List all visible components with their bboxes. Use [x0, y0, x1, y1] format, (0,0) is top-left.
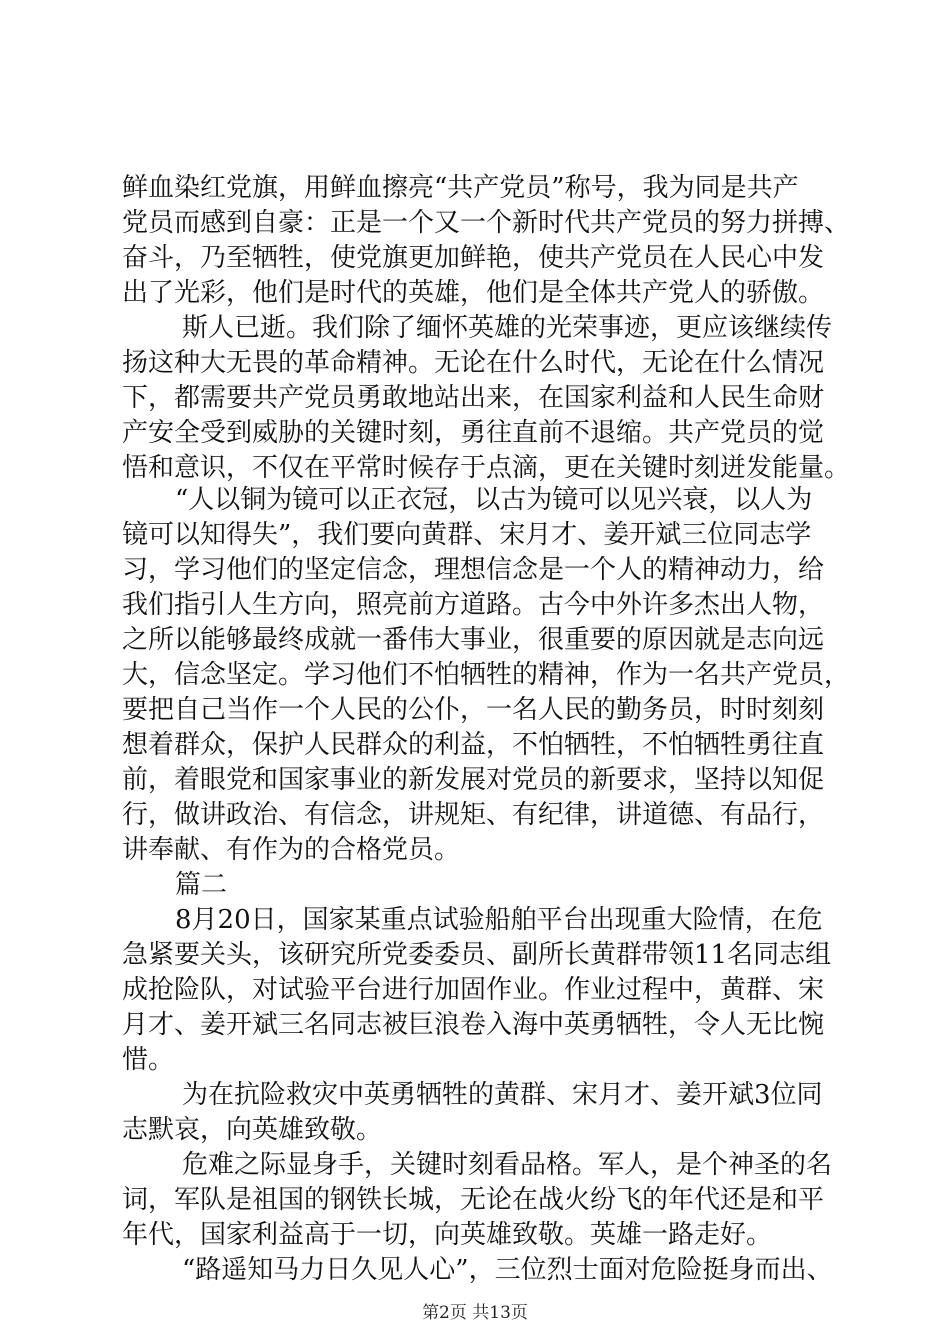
text-line [0, 797, 950, 833]
text-line [0, 552, 950, 588]
page-footer: 第2页 共13页 [422, 1303, 528, 1323]
line-text: 篇二 [175, 870, 228, 900]
line-text: 下，都需要共产党员勇敢地站出来，在国家利益和人民生命财 [122, 383, 825, 413]
line-text: 8月20日，国家某重点试验船舶平台出现重大险情，在危 [175, 905, 823, 935]
text-line [0, 1042, 950, 1078]
text-line [0, 937, 950, 973]
text-line [0, 170, 950, 206]
text-line [0, 657, 950, 693]
section-heading [0, 867, 950, 903]
text-line [0, 380, 950, 416]
text-line [0, 832, 950, 868]
text-line [0, 1007, 950, 1043]
line-text: 要把自己当作一个人民的公仆，一名人民的勤务员，时时刻刻 [122, 695, 825, 725]
line-text: 急紧要关头，该研究所党委委员、副所长黄群带领11名同志组 [122, 940, 832, 970]
line-text: 志默哀，向英雄致敬。 [122, 1115, 383, 1145]
line-text: 出了光彩，他们是时代的英雄，他们是全体共产党人的骄傲。 [122, 278, 825, 308]
line-text: 词，军队是祖国的钢铁长城，无论在战火纷飞的年代还是和平 [122, 1185, 825, 1215]
line-text: 斯人已逝。我们除了缅怀英雄的光荣事迹，更应该继续传 [182, 313, 833, 343]
line-text: “路遥知马力日久见人心”，三位烈士面对危险挺身而出、 [182, 1255, 833, 1285]
text-line [0, 622, 950, 658]
line-text: 危难之际显身手，关键时刻看品格。军人，是个神圣的名 [182, 1150, 833, 1180]
line-text: 奋斗，乃至牺牲，使党旗更加鲜艳，使共产党员在人民心中发 [122, 243, 825, 273]
text-line [0, 345, 950, 381]
text-line [0, 310, 950, 346]
text-line [0, 692, 950, 728]
text-line [0, 240, 950, 276]
line-text: 之所以能够最终成就一番伟大事业，很重要的原因就是志向远 [122, 625, 825, 655]
line-text: 想着群众，保护人民群众的利益，不怕牺牲，不怕牺牲勇往直 [122, 730, 825, 760]
line-text: 行，做讲政治、有信念，讲规矩、有纪律，讲道德、有品行， [122, 800, 825, 830]
text-line [0, 205, 950, 241]
text-line [0, 275, 950, 311]
text-line [0, 762, 950, 798]
line-text: 大，信念坚定。学习他们不怕牺牲的精神，作为一名共产党员， [122, 660, 851, 690]
text-line [0, 727, 950, 763]
line-text: 我们指引人生方向，照亮前方道路。古今中外许多杰出人物， [122, 590, 825, 620]
line-text: 扬这种大无畏的革命精神。无论在什么时代，无论在什么情况 [122, 348, 825, 378]
line-text: 前，着眼党和国家事业的新发展对党员的新要求，坚持以知促 [122, 765, 825, 795]
line-text: 讲奉献、有作为的合格党员。 [122, 835, 461, 865]
line-text: 悟和意识，不仅在平常时候存于点滴，更在关键时刻迸发能量。 [122, 453, 851, 483]
line-text: 年代，国家利益高于一切，向英雄致敬。英雄一路走好。 [122, 1220, 773, 1250]
line-text: 产安全受到威胁的关键时刻，勇往直前不退缩。共产党员的觉 [122, 418, 825, 448]
text-line [0, 972, 950, 1008]
text-line [0, 1217, 950, 1253]
line-text: 习，学习他们的坚定信念，理想信念是一个人的精神动力，给 [122, 555, 825, 585]
text-line [0, 1112, 950, 1148]
line-text: 惜。 [122, 1045, 175, 1075]
line-text: 月才、姜开斌三名同志被巨浪卷入海中英勇牺牲，令人无比惋 [122, 1010, 825, 1040]
text-line [0, 415, 950, 451]
text-line [0, 1147, 950, 1183]
text-line [0, 450, 950, 486]
line-text: 为在抗险救灾中英勇牺牲的黄群、宋月才、姜开斌3位同 [182, 1080, 823, 1110]
line-text: 鲜血染红党旗，用鲜血擦亮“共产党员”称号，我为同是共产 [122, 173, 799, 203]
line-text: “人以铜为镜可以正衣冠，以古为镜可以见兴衰，以人为 [175, 485, 813, 515]
text-line [0, 587, 950, 623]
line-text: 成抢险队，对试验平台进行加固作业。作业过程中，黄群、宋 [122, 975, 825, 1005]
text-line [0, 1182, 950, 1218]
text-line [0, 1077, 950, 1113]
text-line [0, 1252, 950, 1288]
line-text: 镜可以知得失”，我们要向黄群、宋月才、姜开斌三位同志学 [122, 520, 812, 550]
line-text: 党员而感到自豪：正是一个又一个新时代共产党员的努力拼搏、 [122, 208, 851, 238]
text-line [0, 482, 950, 518]
text-line [0, 902, 950, 938]
text-line [0, 517, 950, 553]
